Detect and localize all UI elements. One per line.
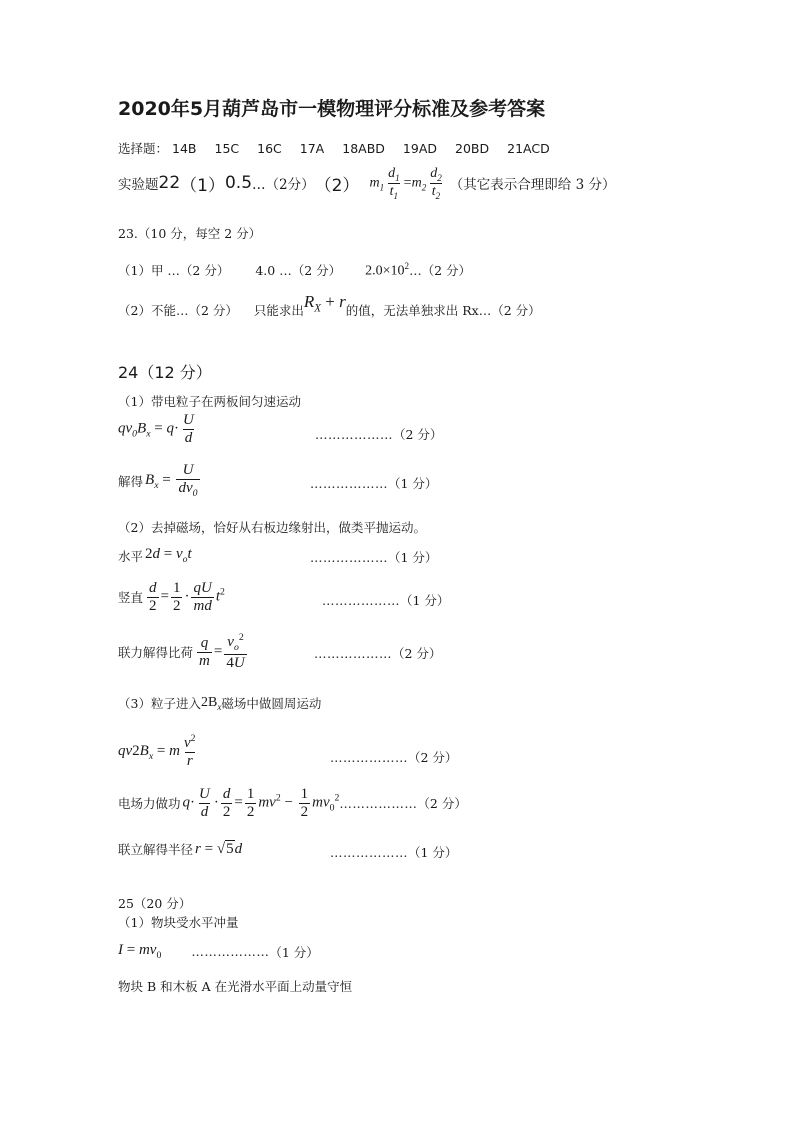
choice-answer: 19AD	[402, 140, 438, 156]
q23-answer: …（2 分）	[409, 263, 472, 279]
q24-header: 24（12 分）	[118, 363, 212, 382]
exp22-num: 22	[158, 173, 181, 194]
q23-row1	[118, 261, 471, 280]
q24-eq8-score: ……………… （1 分）	[330, 844, 458, 860]
q24-eq6: $qv2B_x = m$ $\frac{v^2}{r}$	[118, 733, 196, 769]
q24-eq4-score: ……………… （1 分）	[322, 592, 450, 608]
exp22-part2: （2）	[314, 175, 360, 196]
q25-step1: （1）物块受水平冲量	[118, 915, 239, 930]
choice-answer: 16C	[257, 140, 282, 156]
choice-answer: 15C	[214, 140, 240, 156]
exp22-note: （其它表示合理即给 3 分）	[449, 177, 616, 194]
exp22-formula: $m_1$ $\frac{d_1}{t_1}$ $=m_2$ $\frac{d_2}{t_2}$	[369, 166, 442, 201]
q23-header: 23.（10 分，每空 2 分）	[118, 226, 262, 241]
q23-row2	[118, 292, 541, 321]
q24-eq6-score: ……………… （2 分）	[330, 749, 458, 765]
exp22-prefix: 实验题	[118, 177, 159, 194]
choice-answers	[118, 139, 550, 157]
q24-eq1: $qv_0B_x = q\cdot$ $\frac{U}{d}$	[118, 412, 194, 446]
q24-eq3-score: ……………… （1 分）	[310, 549, 438, 565]
q24-eq3: 水平 $2d = v_ot$	[118, 546, 192, 565]
choice-answer: 21ACD	[507, 140, 550, 156]
q24-step2: （2）去掉磁场，恰好从右板边缘射出，做类平抛运动。	[118, 520, 426, 535]
q25-header: 25（20 分）	[118, 896, 192, 911]
q25-momentum: 物块 B 和木板 A 在光滑水平面上动量守恒	[118, 979, 353, 994]
q24-step1: （1）带电粒子在两板间匀速运动	[118, 394, 301, 409]
exp22-score: …（2分）	[252, 177, 315, 194]
q24-eq7: 电场力做功 q· $\frac{U}{d}$ · $\frac{d}{2}$ = $\frac{1}{2}$ $mv^2$ − $\frac{1}{2}$ $mv_0^2$ ……………… （2 分）	[118, 786, 467, 820]
q25-eq1: $I = mv_0$ ……………… （1 分）	[118, 942, 319, 961]
exp22-value: 0.5	[224, 173, 253, 194]
q23-formula: $R_X + r$	[303, 292, 346, 315]
q23-answer: （2）不能…（2 分）	[118, 303, 238, 319]
page-title: 2020年5月葫芦岛市一模物理评分标准及参考答案	[118, 98, 546, 120]
q24-eq1-score: ……………… （2 分）	[315, 426, 443, 442]
choice-answer: 14B	[172, 140, 197, 156]
q24-eq2-score: ……………… （1 分）	[310, 475, 438, 491]
q23-text: 的值，无法单独求出 Rx…（2 分）	[345, 303, 541, 319]
choice-answer: 17A	[299, 140, 325, 156]
q24-eq5: 联力解得比荷 $\frac{q}{m}$ = $\frac{v_o^2}{4U}$	[118, 632, 245, 671]
q23-answer: 4.0 …（2 分）	[255, 263, 342, 279]
exp22-part1: （1）	[180, 175, 225, 196]
q24-eq2: 解得 $B_x$ = $\frac{U}{dv_0}$	[118, 462, 198, 499]
q23-text: 只能求出	[253, 303, 304, 319]
choice-answer: 20BD	[455, 140, 490, 156]
q24-eq5-score: ……………… （2 分）	[314, 645, 442, 661]
q24-eq8: 联立解得半径 r = √5d	[118, 840, 243, 857]
q23-answer: （1）甲 …（2 分）	[118, 263, 230, 279]
q24-eq4: 竖直 $\frac{d}{2}$ = $\frac{1}{2}$ · $\frac{qU}{md}$ $t^2$	[118, 580, 225, 614]
q24-step3: （3）粒子进入 $2B_x$ 磁场中做圆周运动	[118, 694, 322, 712]
choice-label: 选择题：	[118, 141, 169, 156]
exp22-line	[118, 166, 615, 201]
choice-answer: 18ABD	[342, 140, 385, 156]
q23-formula: $2.0\times 10^2$	[365, 261, 410, 279]
